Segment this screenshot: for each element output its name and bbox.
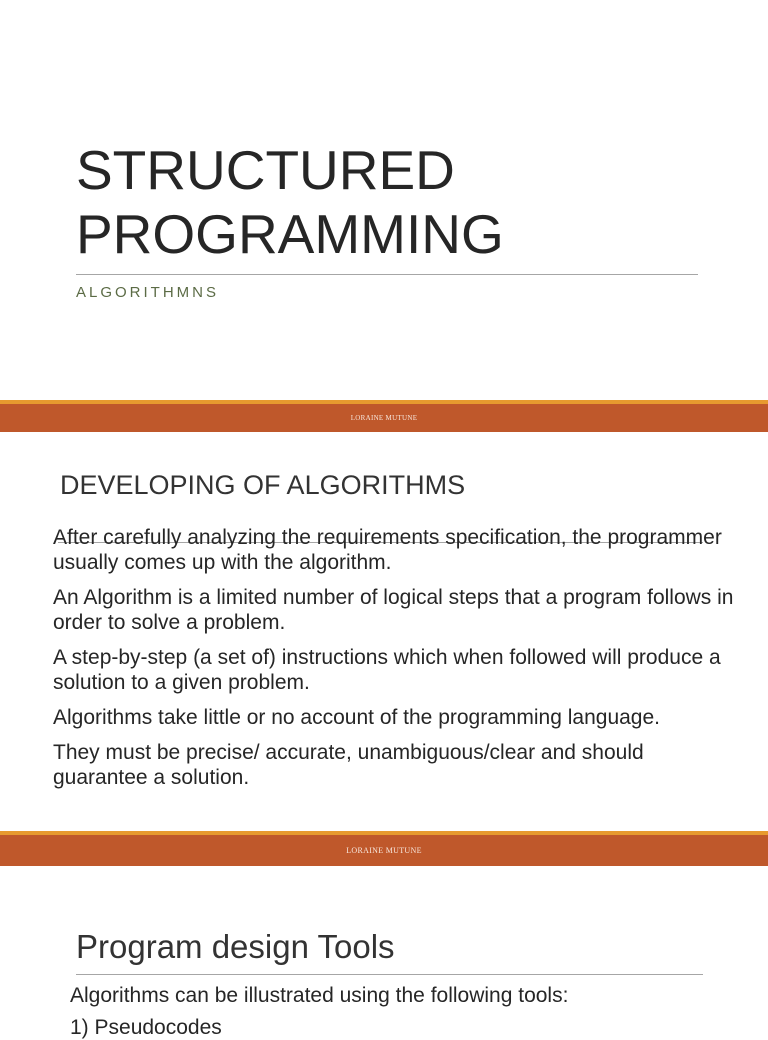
title-slide — [0, 0, 768, 400]
slide-heading: DEVELOPING OF ALGORITHMS — [60, 470, 466, 500]
title-divider — [76, 274, 698, 275]
bullet-item: After carefully analyzing the requirements specification, the programmer usually comes up with the algorithm. — [53, 526, 722, 574]
slide-footer-bar — [0, 400, 768, 432]
title-line-2: PROGRAMMING — [76, 203, 504, 265]
bullet-item: A step-by-step (a set of) instructions which when followed will produce a solution to a given problem. — [53, 646, 721, 694]
slide-heading: Program design Tools — [76, 928, 395, 965]
slide-title — [76, 138, 736, 266]
bullet-list — [53, 525, 743, 800]
bullet-item: An Algorithm is a limited number of logical steps that a program follows in order to solve a problem. — [53, 586, 734, 634]
bullet-item: Algorithms take little or no account of the programming language. — [53, 706, 661, 729]
footer-author: LORAINE MUTUNE — [346, 846, 422, 855]
list-item: 1) Pseudocodes — [70, 1016, 222, 1039]
heading-divider — [76, 974, 703, 975]
title-line-1: STRUCTURED — [76, 139, 455, 201]
content-slide-design-tools — [0, 866, 768, 1039]
slide-intro-text: Algorithms can be illustrated using the following tools: — [70, 984, 569, 1007]
footer-author: LORAINE MUTUNE — [350, 414, 418, 422]
slide-subtitle: ALGORITHMNS — [76, 284, 220, 301]
bullet-item: They must be precise/ accurate, unambiguous/clear and should guarantee a solution. — [53, 741, 644, 789]
slide-footer-bar — [0, 831, 768, 866]
content-slide-developing-algorithms — [0, 432, 768, 832]
